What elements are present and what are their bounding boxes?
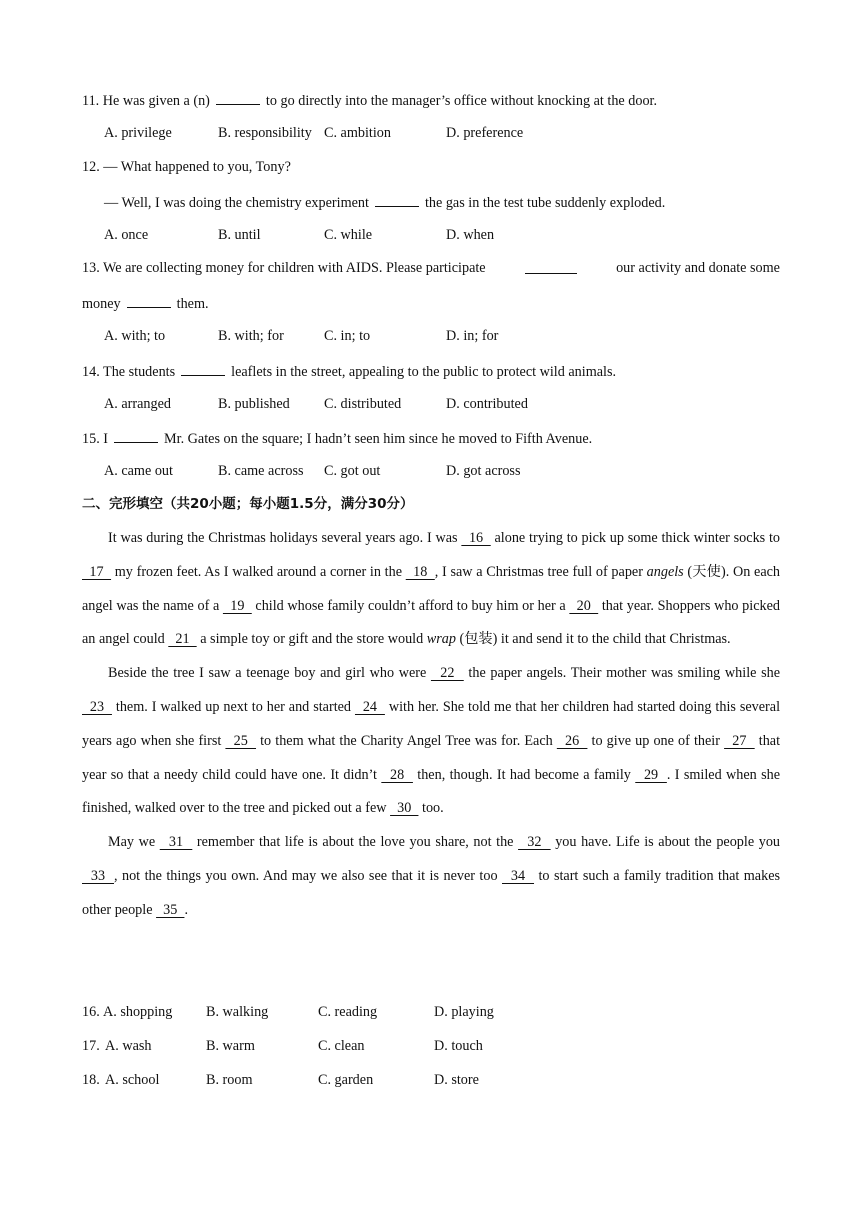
question-12-line2 — [104, 191, 665, 213]
question-13 — [82, 258, 780, 278]
question-15 — [82, 427, 592, 449]
cloze-gap-35: 35 — [156, 901, 185, 918]
cloze-gap-27: 27 — [724, 732, 755, 749]
option-a: A. came out — [104, 463, 173, 479]
option-a: A. once — [104, 227, 149, 243]
question-text: our activity and donate some — [616, 260, 780, 276]
passage-text: . — [184, 901, 188, 918]
passage-text: remember that life is about the love you share, not the — [192, 834, 519, 851]
cloze-gap-33: 33 — [82, 867, 114, 884]
cloze-gap-34: 34 — [502, 867, 535, 884]
answer-blank — [525, 258, 577, 274]
option-a: A. with; to — [104, 328, 166, 344]
cloze-gap-18: 18 — [405, 563, 435, 580]
question-text: 15. I — [82, 431, 109, 447]
passage-text: (包装) it and send it to the child that Christmas. — [455, 631, 731, 648]
option-d: D. playing — [434, 1004, 494, 1020]
question-text: 14. The students — [82, 364, 176, 380]
question-text: them. — [176, 296, 209, 312]
option-b: B. walking — [206, 1004, 269, 1020]
passage-paragraph-1 — [82, 522, 780, 657]
italic-word: angels — [646, 563, 684, 580]
passage-text: too. — [418, 800, 444, 817]
question-text: the gas in the test tube suddenly exploded. — [424, 195, 666, 211]
option-b: B. responsibility — [218, 125, 312, 141]
passage-text: It was during the Christmas holidays several years ago. I was — [108, 530, 462, 546]
passage-text: a simple toy or gift and the store would — [196, 631, 427, 648]
question-13-line2 — [82, 292, 209, 314]
option-d: D. got across — [446, 463, 521, 479]
cloze-gap-28: 28 — [381, 766, 413, 783]
answer-blank — [114, 427, 158, 443]
option-b: B. warm — [206, 1038, 255, 1054]
cloze-gap-29: 29 — [635, 766, 667, 783]
option-a: A. shopping — [103, 1004, 173, 1020]
passage-text: them. I walked up next to her and started — [111, 698, 355, 715]
passage-text: , I saw a Christmas tree full of paper — [434, 563, 647, 580]
section-title: 二、完形填空（共20小题；每小题1.5分，满分30分） — [82, 496, 414, 512]
cloze-gap-23: 23 — [82, 698, 112, 715]
cloze-gap-16: 16 — [461, 530, 491, 546]
option-a: A. privilege — [104, 125, 172, 141]
question-text: 13. We are collecting money for children with AIDS. Please participate — [82, 260, 486, 276]
option-c: C. ambition — [324, 125, 391, 141]
option-b: B. came across — [218, 463, 304, 479]
passage-text: to give up one of their — [587, 732, 725, 749]
passage-text: the paper angels. Their mother was smiling while she — [463, 665, 780, 682]
question-text: money — [82, 296, 121, 312]
question-text: to go directly into the manager’s office without knocking at the door. — [265, 93, 658, 109]
answer-blank — [216, 89, 260, 105]
option-d: D. touch — [434, 1038, 483, 1054]
cloze-gap-30: 30 — [390, 800, 419, 817]
passage-paragraph-2 — [82, 657, 780, 826]
option-d: D. contributed — [446, 396, 528, 412]
question-text: 11. He was given a (n) — [82, 93, 210, 109]
passage-paragraph-3 — [82, 826, 780, 927]
question-number: 16. — [82, 1004, 100, 1020]
question-14 — [82, 360, 616, 382]
cloze-gap-25: 25 — [225, 732, 257, 749]
passage-text: that year. Shoppers who picked an angel could — [82, 597, 780, 648]
question-number: 17. — [82, 1038, 100, 1054]
passage-text: with her. She told me that her children had started doing this several years ago when she first — [82, 698, 781, 749]
option-c: C. got out — [324, 463, 381, 479]
passage-text: that year so that a needy child could have one. It didn’t — [82, 732, 781, 783]
option-d: D. in; for — [446, 328, 499, 344]
cloze-gap-22: 22 — [430, 665, 464, 682]
option-d: D. store — [434, 1072, 479, 1088]
italic-word: wrap — [426, 631, 456, 648]
passage-text: Beside the tree I saw a teenage boy and girl who were — [108, 665, 431, 682]
answer-blank — [375, 191, 419, 207]
passage-text: then, though. It had become a family — [412, 766, 636, 783]
option-c: C. in; to — [324, 328, 371, 344]
question-number: 18. — [82, 1072, 100, 1088]
option-b: B. published — [218, 396, 290, 412]
question-text: Mr. Gates on the square; I hadn’t seen him since he moved to Fifth Avenue. — [164, 431, 593, 447]
cloze-gap-26: 26 — [556, 732, 588, 749]
passage-text: alone trying to pick up some thick winter socks to — [490, 530, 781, 546]
passage-text: . I smiled when she finished, walked over to the tree and picked out a few — [82, 766, 781, 817]
option-d: D. when — [446, 227, 495, 243]
cloze-gap-17: 17 — [82, 563, 112, 580]
option-b: B. until — [218, 227, 261, 243]
cloze-gap-19: 19 — [222, 597, 252, 614]
option-a: A. school — [105, 1072, 160, 1088]
question-text: — Well, I was doing the chemistry experiment — [104, 195, 369, 211]
cloze-gap-20: 20 — [569, 597, 599, 614]
passage-text: child whose family couldn’t afford to buy him or her a — [251, 597, 570, 614]
option-c: C. reading — [318, 1004, 378, 1020]
option-b: B. room — [206, 1072, 253, 1088]
option-c: C. while — [324, 227, 373, 243]
passage-text: to them what the Charity Angel Tree was for. Each — [256, 732, 557, 749]
answer-blank — [127, 292, 171, 308]
passage-text: you have. Life is about the people you — [550, 834, 781, 851]
question-text: 12. — What happened to you, Tony? — [82, 159, 291, 175]
option-c: C. garden — [318, 1072, 374, 1088]
passage-text: my frozen feet. As I walked around a corner in the — [111, 563, 406, 580]
question-12 — [82, 157, 291, 177]
cloze-gap-21: 21 — [168, 631, 197, 648]
cloze-gap-32: 32 — [518, 834, 551, 851]
option-c: C. distributed — [324, 396, 402, 412]
option-d: D. preference — [446, 125, 524, 141]
cloze-passage — [82, 522, 780, 928]
option-a: A. wash — [105, 1038, 152, 1054]
passage-text: (天使). On each angel was the name of a — [82, 563, 781, 614]
option-b: B. with; for — [218, 328, 284, 344]
cloze-gap-24: 24 — [354, 698, 385, 715]
question-11 — [82, 89, 657, 111]
passage-text: , not the things you own. And may we also see that it is never too — [114, 867, 503, 884]
option-a: A. arranged — [104, 396, 171, 412]
option-c: C. clean — [318, 1038, 365, 1054]
answer-blank — [181, 360, 225, 376]
passage-text: to start such a family tradition that makes other people — [82, 867, 781, 918]
cloze-gap-31: 31 — [159, 834, 193, 851]
question-text: leaflets in the street, appealing to the public to protect wild animals. — [231, 364, 617, 380]
passage-text: May we — [108, 834, 160, 851]
